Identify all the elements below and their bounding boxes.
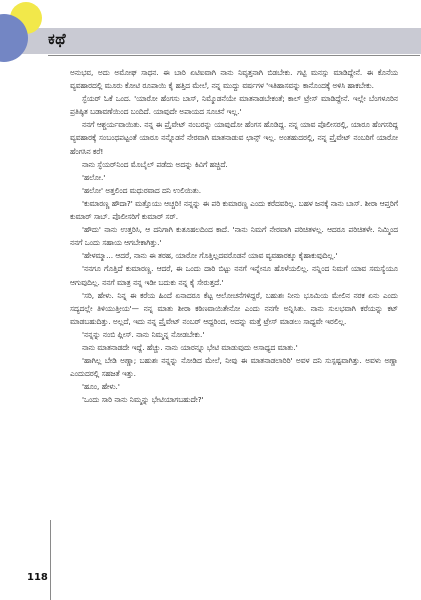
story-paragraph: 'ಹಲೋ.' xyxy=(82,172,106,182)
margin-divider xyxy=(50,520,51,600)
story-paragraph: 'ಹೇಳಮ್ಮಾ... ಆದರೆ, ನಾನು ಈ ತರಹ, ಯಾರೋ ಗೊತ್ತಿಲ್ಲದವರೊಡನೆ ಯಾವ ವ್ಯವಹಾರಕ್ಕೂ ಕೈಹಾಕುವುದಿಲ್ಲ.' xyxy=(82,251,338,261)
section-title: ಕಥೆ xyxy=(48,30,67,48)
story-paragraph: 'ಹೌದು' ನಾನು ಉತ್ತರಿಸಿ, ಆ ದನಿಗಾಗಿ ಕುತೂಹಲದಿಂದ ಕಾದೆ. 'ನಾನು ನಿಮಗೆ ನೇರವಾಗಿ ಪರಿಚಿತಳಲ್ಲ. ಆದರೂ ಪರಿಚಿತಳೇ. ನಿಮ್ಮಿಂದ ನನಗೆ ಒಂದು ಸಹಾಯ ಆಗಬೇಕಾಗಿತ್ತು.' xyxy=(70,225,398,248)
story-body xyxy=(70,66,398,406)
story-paragraph: 'ಹೂಂ, ಹೇಳು.' xyxy=(82,382,120,392)
story-paragraph: 'ಒಂದು ಸಾರಿ ನಾನು ನಿಮ್ಮನ್ನು ಭೇಟಿಯಾಗಬಹುದೇ?' xyxy=(82,395,204,405)
story-paragraph: 'ನನ್ನನ್ನು ನಂಬಿ ಪ್ಲೀಸ್. ನಾನು ನಿಮ್ಮನ್ನ ನೋಡಬೇಕು.' xyxy=(82,329,205,339)
story-paragraph: 'ಹಾಗಿಲ್ಲ ಬೇಡಿ ಅಣ್ಣಾ; ಬಹುಶಃ ನನ್ನನ್ನು ನೋಡಿದ ಮೇಲೆ, ನೀವು ಈ ಮಾತನಾಡಲಾರಿರಿ' ಅವಳ ದನಿ ಸುಸ್ಪಷ್ಟವಾಗಿತ್ತು. ಅವಳು ಅಣ್ಣಾ ಎಂದುದರಲ್ಲಿ ಸಹಜತೆ ಇತ್ತು. xyxy=(70,356,398,379)
story-paragraph: ಸ್ಫೆಯರ್ ಓಕೆ ಒಂದ. 'ಯಾರೋ ಹೆಂಗಸು ಬಾಸ್, ನಿಮ್ಮೊಡನೆಯೇ ಮಾತನಾಡಬೇಕಂತೆ; ಕಾಲ್ ಟ್ರೇಸ್ ಮಾಡಿದ್ದೇನೆ. ಇಲ್ಲೇ ಬೆಂಗಳೂರಿನ ಪ್ರತಿಷ್ಠಿತ ಬಡಾವಣೆಯಿಂದ ಬಂದಿದೆ. ಯಾವುದೇ ಅಪಾಯದ ಸೂಚನೆ ಇಲ್ಲ.' xyxy=(70,94,398,117)
story-paragraph: ನಾನು ಮಾತನಾಡದೇ ಇದ್ದೆ. ಹೆಚ್ಚು. ನಾನು ಯಾರನ್ನೂ ಭೇಟಿ ಮಾಡುವುದು ಅಸಾಧ್ಯದ ಮಾತು.' xyxy=(82,342,298,352)
story-paragraph: 'ಸರಿ, ಹೇಳು. ನಿನ್ನ ಈ ಕರೆಯ ಹಿಂದೆ ಏನಾದರೂ ಕೆಟ್ಟ ಆಲೋಚನೆಗಳಿದ್ದರೆ, ಬಹುಶಃ ನೀನು ಭೂಮಿಯ ಮೇಲಿನ ನರಕ ಏನು ಎಂದು ಸದ್ಯದಲ್ಲೇ ತಿಳಿಯುತ್ತೀಯ'— ನನ್ನ ಮಾತು ಶೀರಾ ಕಠಿಣವಾಯಿತೇನೋ ಎಂದು ನನಗೇ ಅನ್ನಿಸಿತು. ನಾನು ಸುಲಭವಾಗಿ ಕರೆಯನ್ನು ಕಟ್ ಮಾಡಬಹುದಿತ್ತು. ಅಲ್ಲದೆ, ಇದು ನನ್ನ ಪ್ರೈವೇಟ್ ನಂಬರ್ ಆದ್ದರಿಂದ, ಅದನ್ನು ಮತ್ತೆ ಟ್ರೇಸ್ ಮಾಡಲು ಸಾಧ್ಯವೇ ಇರಲಿಲ್ಲ. xyxy=(70,290,398,326)
story-paragraph: ಅನುಭವ, ಅದು ಅಮೋಘ ಸಾಧನ. ಈ ಬಾರಿ ಏಟಿಐವಾಗಿ ನಾನು ನಿವೃತ್ತನಾಗಿ ಬಿಡಬೇಕು. ಗಟ್ಟಿ ಮನಸ್ಸು ಮಾಡಿದ್ದೇನೆ. ಈ ಕೊನೆಯ ವ್ಯವಹಾರದಲ್ಲಿ ಮೂರು ಕೋಟಿ ರೂಪಾಯಿ ಕೈ ಹತ್ತಿದ ಮೇಲೆ, ನನ್ನ ಮುದ್ದು ವರ್ಷಗಳ 'ಇತಿಹಾಸವನ್ನು ಕಾನೊಂದಕ್ಕೆ ಅಳಿಸಿ ಹಾಕಬೇಕು. xyxy=(70,68,398,91)
story-paragraph: 'ಹಲೋ' ಅತ್ತಲಿಂದ ಮಧುರವಾದ ದನಿ ಉಲಿಯಿತು. xyxy=(82,185,202,195)
page-number: 118 xyxy=(27,572,48,583)
story-paragraph: 'ನನಗೂ ಗೊತ್ತಿದೆ ಕುಮಾರಣ್ಣ. ಆದರೆ, ಈ ಒಂದು ದಾರಿ ಬಿಟ್ಟು ನನಗೆ ಇನ್ನೇನೂ ಹೊಳೆಯಲಿಲ್ಲ. ನನ್ನಿಂದ ನಿಮಗೆ ಯಾವ ಸಮಸ್ಯೆಯೂ ಆಗುವುದಿಲ್ಲ. ನನಗೆ ಮಾತ್ರ ನನ್ನ ಇಡೀ ಬದುಕು ನನ್ನ ಕೈ ಸೇರುತ್ತದೆ.' xyxy=(70,264,398,287)
story-paragraph: 'ಕುಮಾರಣ್ಣ ಹೌದಾ?' ಮತ್ತೊಯು ಆಚ್ಚರಿ! ನನ್ನನ್ನು ಈ ಪರಿ ಕುಮಾರಣ್ಣ ಎಂದು ಕರೆದವರಿಲ್ಲ. ಬಹಳ ಜನಕ್ಕೆ ನಾನು ಬಾಸ್. ಶೀರಾ ಆಪ್ತರಿಗೆ ಕುಮಾರ್ ಸಾಬ್. ಪೊಲೀಸರಿಗೆ ಕುಮಾರ್ ಸರ್. xyxy=(70,198,398,222)
header-divider xyxy=(48,55,420,56)
story-paragraph: ನಾನು ಸ್ಫೆಯರ್‌ನಿಂದ ಮೊಬೈಲ್ ಪಡೆದು ಅದನ್ನು ಕಿವಿಗೆ ಹಚ್ಚಿದೆ. xyxy=(82,159,228,169)
story-paragraph: ನನಗೆ ಆಶ್ಚರ್ಯವಾಯಿತು. ನನ್ನ ಈ ಪ್ರೈವೇಟ್ ನಂಬರನ್ನು ಯಾವುದೋ ಹೆಂಗಸ ಹೊಡಿದ್ದ. ನನ್ನ ಯಾವ ಪೊಲೀಸರಲ್ಲಿ, ಯಾರೂ ಹೆಂಗಸರಿದ್ದ ವ್ಯವಹಾರಕ್ಕೆ ಸಂಬಂಧಪಟ್ಟಂತೆ ಯಾರೂ ನನ್ನೊಡನೆ ನೇರವಾಗಿ ಮಾತನಾಡುವ ಛಾನ್ಸ್ ಇಲ್ಲ. ಅಂತಹುದರಲ್ಲಿ, ನನ್ನ ಪ್ರೈವೇಟ್ ನಂಬರಿಗೆ ಯಾರೋ ಹೆಂಗಸಿನ ಕರೆ! xyxy=(70,120,398,156)
